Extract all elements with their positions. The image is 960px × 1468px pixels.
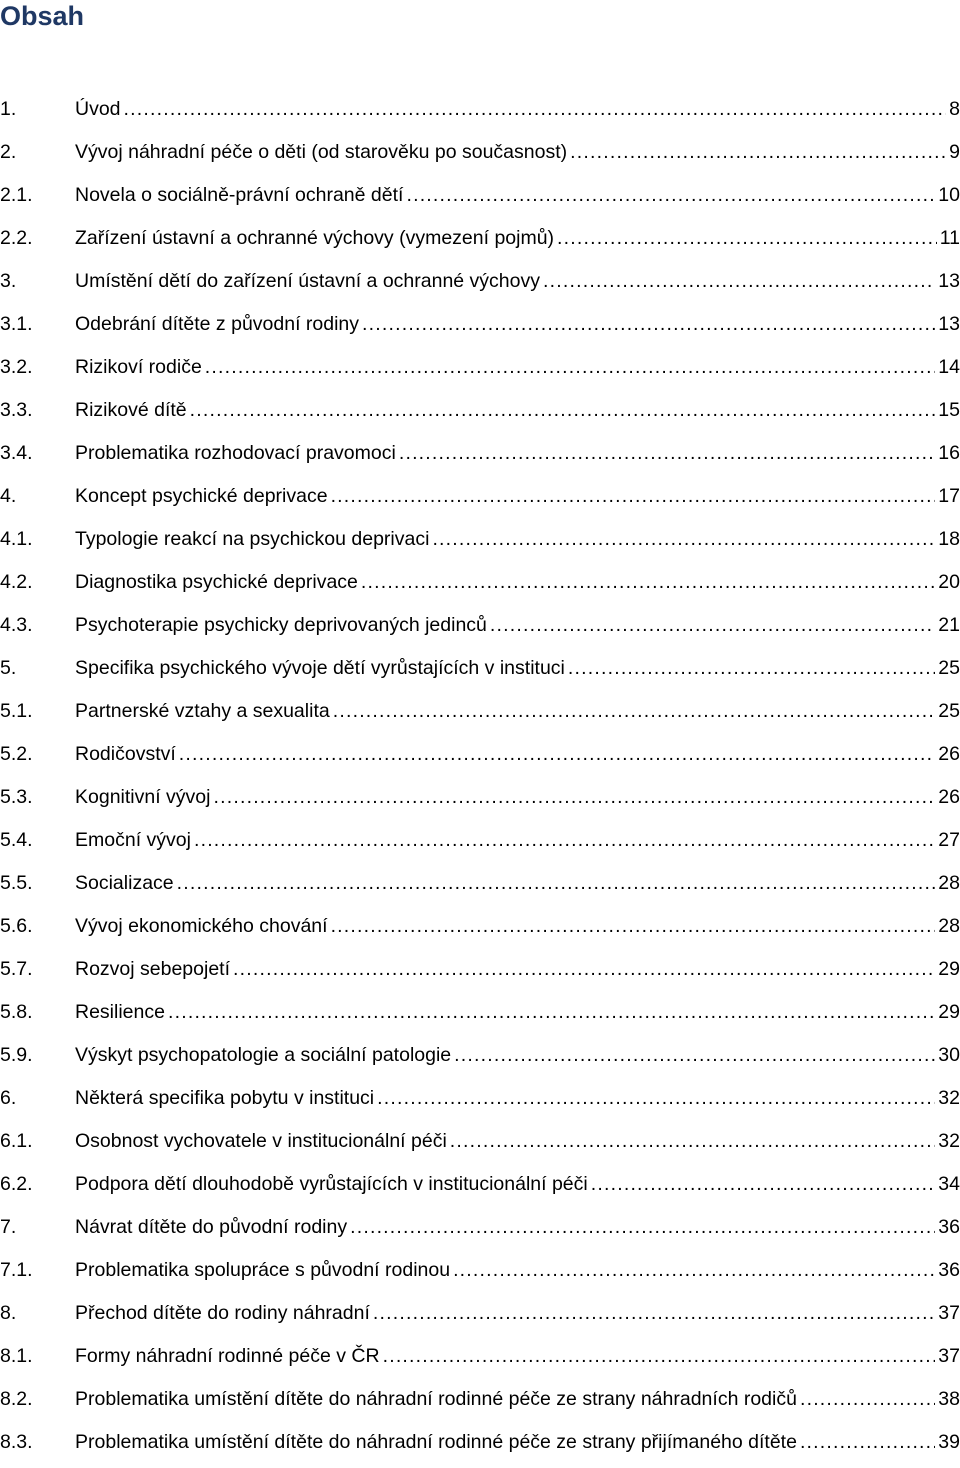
toc-entry-title: Některá specifika pobytu v instituci (75, 1087, 375, 1109)
toc-entry-page: 29 (938, 1001, 960, 1023)
toc-dot-leader (205, 346, 936, 389)
toc-entry-number: 5.2. (0, 743, 33, 765)
toc-dot-leader (362, 303, 935, 346)
toc-dot-leader (591, 1163, 936, 1206)
toc-entry-page: 37 (938, 1302, 960, 1324)
toc-dot-leader (800, 1421, 935, 1464)
toc-dot-leader (194, 819, 935, 862)
toc-entry-title: Koncept psychické deprivace (75, 485, 328, 507)
toc-entry-number: 8.2. (0, 1388, 33, 1410)
toc-dot-leader (168, 991, 935, 1034)
toc-entry[interactable] (0, 1163, 960, 1206)
toc-entry-title: Resilience (75, 1001, 165, 1023)
toc-entry-number: 5.4. (0, 829, 33, 851)
toc-entry-page: 9 (949, 141, 960, 163)
toc-entry-number: 7.1. (0, 1259, 33, 1281)
toc-entry-number: 6.1. (0, 1130, 33, 1152)
table-of-contents (0, 88, 960, 1464)
toc-entry[interactable] (0, 604, 960, 647)
toc-entry-number: 4.3. (0, 614, 33, 636)
toc-entry-number: 3.1. (0, 313, 33, 335)
toc-entry-title: Problematika spolupráce s původní rodinou (75, 1259, 451, 1281)
toc-entry-page: 13 (938, 313, 960, 335)
toc-entry-title: Problematika rozhodovací pravomoci (75, 442, 396, 464)
toc-dot-leader (570, 131, 946, 174)
toc-entry-title: Přechod dítěte do rodiny náhradní (75, 1302, 370, 1324)
toc-entry[interactable] (0, 647, 960, 690)
toc-entry-page: 30 (938, 1044, 960, 1066)
toc-entry-page: 25 (938, 657, 960, 679)
toc-entry-page: 15 (938, 399, 960, 421)
toc-entry[interactable] (0, 217, 960, 260)
toc-entry-title: Formy náhradní rodinné péče v ČR (75, 1345, 380, 1367)
toc-entry-number: 4. (0, 485, 17, 507)
toc-dot-leader (333, 690, 936, 733)
toc-entry[interactable] (0, 1206, 960, 1249)
toc-dot-leader (454, 1034, 935, 1077)
toc-entry[interactable] (0, 690, 960, 733)
toc-entry-title: Emoční vývoj (75, 829, 191, 851)
toc-entry-page: 11 (939, 227, 960, 249)
toc-dot-leader (179, 733, 936, 776)
toc-entry[interactable] (0, 776, 960, 819)
toc-entry-title: Rozvoj sebepojetí (75, 958, 231, 980)
toc-entry[interactable] (0, 991, 960, 1034)
toc-entry[interactable] (0, 1034, 960, 1077)
toc-entry-number: 5.8. (0, 1001, 33, 1023)
toc-dot-leader (383, 1335, 936, 1378)
toc-entry[interactable] (0, 948, 960, 991)
toc-entry-title: Rodičovství (75, 743, 176, 765)
toc-entry-number: 2.2. (0, 227, 33, 249)
toc-dot-leader (233, 948, 935, 991)
toc-entry-number: 2. (0, 141, 17, 163)
toc-dot-leader (399, 432, 935, 475)
toc-dot-leader (450, 1120, 936, 1163)
toc-entry[interactable] (0, 1421, 960, 1464)
toc-dot-leader (331, 905, 936, 948)
toc-entry[interactable] (0, 819, 960, 862)
toc-entry[interactable] (0, 905, 960, 948)
toc-dot-leader (490, 604, 935, 647)
toc-dot-leader (453, 1249, 935, 1292)
toc-entry-page: 16 (938, 442, 960, 464)
toc-entry-title: Partnerské vztahy a sexualita (75, 700, 330, 722)
toc-dot-leader (331, 475, 936, 518)
toc-entry-number: 3.2. (0, 356, 33, 378)
toc-entry[interactable] (0, 1249, 960, 1292)
toc-entry[interactable] (0, 1120, 960, 1163)
toc-entry-page: 32 (938, 1130, 960, 1152)
toc-entry-page: 36 (938, 1259, 960, 1281)
toc-entry-page: 18 (938, 528, 960, 550)
toc-dot-leader (190, 389, 936, 432)
toc-entry-page: 26 (938, 786, 960, 808)
toc-entry[interactable] (0, 389, 960, 432)
toc-entry-title: Problematika umístění dítěte do náhradní rodinné péče ze strany náhradních rodičů (75, 1388, 797, 1410)
toc-entry-page: 39 (938, 1431, 960, 1453)
toc-entry-page: 20 (938, 571, 960, 593)
toc-entry-page: 17 (938, 485, 960, 507)
toc-entry-page: 26 (938, 743, 960, 765)
toc-entry[interactable] (0, 1378, 960, 1421)
toc-entry-number: 6.2. (0, 1173, 33, 1195)
toc-dot-leader (432, 518, 935, 561)
toc-entry-number: 4.1. (0, 528, 33, 550)
toc-entry-page: 32 (938, 1087, 960, 1109)
toc-entry-page: 36 (938, 1216, 960, 1238)
toc-entry-title: Zařízení ústavní a ochranné výchovy (vymezení pojmů) (75, 227, 555, 249)
toc-entry-title: Výskyt psychopatologie a sociální patologie (75, 1044, 452, 1066)
toc-entry-page: 28 (938, 915, 960, 937)
toc-entry-number: 2.1. (0, 184, 33, 206)
toc-dot-leader (177, 862, 936, 905)
toc-entry-title: Vývoj ekonomického chování (75, 915, 328, 937)
toc-entry-number: 5.6. (0, 915, 33, 937)
toc-entry[interactable] (0, 475, 960, 518)
toc-dot-leader (213, 776, 935, 819)
toc-entry-page: 10 (938, 184, 960, 206)
toc-entry[interactable] (0, 1292, 960, 1335)
toc-entry-number: 8.1. (0, 1345, 33, 1367)
toc-entry[interactable] (0, 260, 960, 303)
toc-entry-number: 4.2. (0, 571, 33, 593)
toc-entry-number: 5.3. (0, 786, 33, 808)
toc-entry-page: 25 (938, 700, 960, 722)
toc-entry[interactable] (0, 174, 960, 217)
toc-entry-title: Problematika umístění dítěte do náhradní rodinné péče ze strany přijímaného dítěte (75, 1431, 797, 1453)
toc-entry-title: Vývoj náhradní péče o děti (od starověku po současnost) (75, 141, 568, 163)
toc-entry-page: 8 (949, 98, 960, 120)
toc-entry[interactable] (0, 303, 960, 346)
toc-entry-number: 8. (0, 1302, 17, 1324)
toc-entry-number: 1. (0, 98, 17, 120)
toc-entry-title: Novela o sociálně-právní ochraně dětí (75, 184, 404, 206)
toc-entry[interactable] (0, 561, 960, 604)
toc-entry-page: 13 (938, 270, 960, 292)
toc-dot-leader (373, 1292, 935, 1335)
toc-entry[interactable] (0, 1077, 960, 1120)
toc-entry-title: Diagnostika psychické deprivace (75, 571, 358, 593)
toc-entry-number: 3.3. (0, 399, 33, 421)
toc-entry[interactable] (0, 1335, 960, 1378)
toc-entry-number: 5.7. (0, 958, 33, 980)
toc-entry[interactable] (0, 432, 960, 475)
toc-entry-title: Psychoterapie psychicky deprivovaných jedinců (75, 614, 487, 636)
toc-entry-page: 21 (938, 614, 960, 636)
toc-entry[interactable] (0, 88, 960, 131)
toc-entry[interactable] (0, 518, 960, 561)
toc-entry[interactable] (0, 131, 960, 174)
toc-entry-number: 8.3. (0, 1431, 33, 1453)
toc-entry-number: 5.5. (0, 872, 33, 894)
toc-dot-leader (377, 1077, 935, 1120)
toc-entry-title: Rizikoví rodiče (75, 356, 202, 378)
toc-entry-number: 3. (0, 270, 17, 292)
toc-entry-title: Rizikové dítě (75, 399, 187, 421)
toc-dot-leader (361, 561, 935, 604)
toc-entry[interactable] (0, 862, 960, 905)
toc-entry-number: 3.4. (0, 442, 33, 464)
toc-entry[interactable] (0, 733, 960, 776)
toc-dot-leader (406, 174, 935, 217)
toc-entry-page: 28 (938, 872, 960, 894)
toc-entry-page: 38 (938, 1388, 960, 1410)
toc-entry-page: 14 (938, 356, 960, 378)
toc-entry-page: 37 (938, 1345, 960, 1367)
toc-dot-leader (124, 88, 947, 131)
toc-entry-title: Umístění dětí do zařízení ústavní a ochranné výchovy (75, 270, 540, 292)
toc-dot-leader (350, 1206, 935, 1249)
toc-entry-number: 7. (0, 1216, 17, 1238)
toc-entry-title: Návrat dítěte do původní rodiny (75, 1216, 348, 1238)
toc-entry-page: 29 (938, 958, 960, 980)
toc-entry-number: 5. (0, 657, 17, 679)
toc-dot-leader (557, 217, 937, 260)
toc-entry-number: 5.1. (0, 700, 33, 722)
toc-entry-title: Osobnost vychovatele v institucionální péči (75, 1130, 447, 1152)
page-title: Obsah (0, 1, 85, 31)
toc-entry-page: 27 (938, 829, 960, 851)
toc-dot-leader (543, 260, 935, 303)
toc-dot-leader (568, 647, 935, 690)
toc-entry-title: Odebrání dítěte z původní rodiny (75, 313, 360, 335)
toc-entry-title: Typologie reakcí na psychickou deprivaci (75, 528, 430, 550)
toc-entry-title: Specifika psychického vývoje dětí vyrůstajících v instituci (75, 657, 565, 679)
toc-entry[interactable] (0, 346, 960, 389)
toc-entry-title: Socializace (75, 872, 174, 894)
toc-entry-title: Podpora dětí dlouhodobě vyrůstajících v institucionální péči (75, 1173, 588, 1195)
toc-entry-title: Kognitivní vývoj (75, 786, 211, 808)
toc-entry-number: 5.9. (0, 1044, 33, 1066)
toc-entry-title: Úvod (75, 98, 121, 120)
toc-dot-leader (800, 1378, 935, 1421)
toc-entry-number: 6. (0, 1087, 17, 1109)
toc-entry-page: 34 (938, 1173, 960, 1195)
